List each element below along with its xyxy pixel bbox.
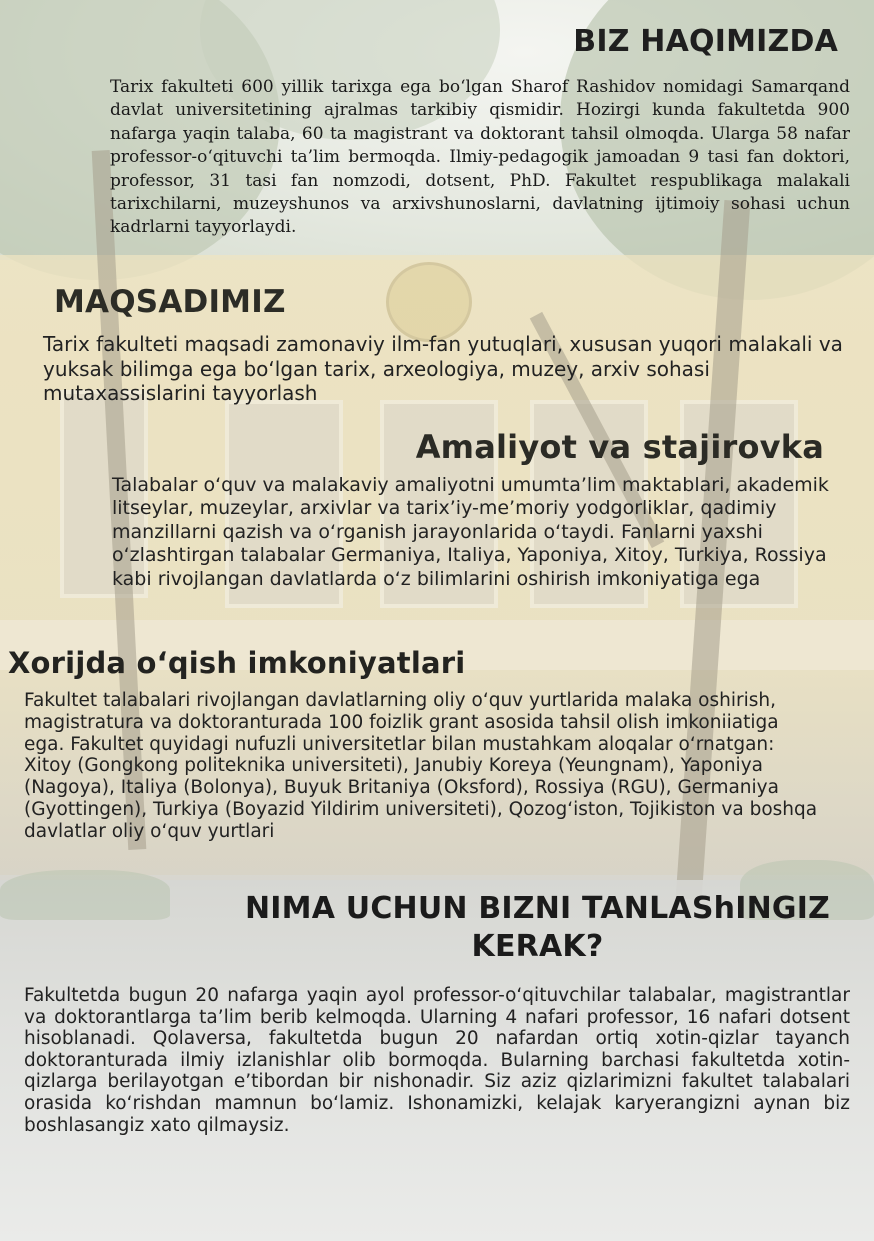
xorijda-heading: Xorijda o‘qish imkoniyatlari: [8, 646, 466, 680]
emblem-icon: [386, 262, 472, 342]
nima-uchun-heading: NIMA UCHUN BIZNI TANLAShINGIZ KERAK?: [244, 891, 831, 964]
biz-haqimizda-text: Tarix fakulteti 600 yillik tarixga ega bo‘lgan Sharof Rashidov nomidagi Samarqand davlat universitetining ajralmas tarkibiy qismidir. Hozirgi kunda fakultetda 900 nafarga yaqin talaba, 60 ta magistrant va doktorant tahsil olmoqda. Ularga 58 nafar professor-o‘qituvchi ta’lim bermoqda. Ilmiy-pedagogik jamoadan 9 tasi fan doktori, professor, 31 tasi fan nomzodi, dotsent, PhD. Fakultet respublikaga malakali tarixchilarni, muzeyshunos va arxivshunoslarni, davlatning ijtimoiy sohasi uchun kadrlarni tayyorlaydi.: [110, 77, 850, 238]
amaliyot-text: Talabalar o‘quv va malakaviy amaliyotni umumta’lim maktablari, akademik litseylar, muzeylar, arxivlar va tarix’iy-me’moriy yodgorliklar, qadimiy manzillarni qazish va o‘rganish jarayonlarida o‘taydi. Fanlarni yaxshi o‘zlashtirgan talabalar Germaniya, Italiya, Yaponiya, Xitoy, Turkiya, Rossiya kabi rivojlangan davlatlarda o‘z bilimlarini oshirish imkoniyatiga ega: [112, 474, 829, 590]
maqsadimiz-text: Tarix fakulteti maqsadi zamonaviy ilm-fan yutuqlari, xususan yuqori malakali va yuksak bilimga ega bo‘lgan tarix, arxeologiya, muzey, arxiv sohasi mutaxassislarini tayyorlash: [43, 332, 843, 405]
maqsadimiz-heading: MAQSADIMIZ: [54, 284, 286, 320]
xorijda-text: Fakultet talabalari rivojlangan davlatlarning oliy o‘quv yurtlarida malaka oshirish, magistratura va doktoranturada 100 foizlik grant asosida tahsil olish imkoniiatiga ega. Fakultet quyidagi nufuzli universitetlar bilan mustahkam aloqalar o‘rnatgan: Xitoy (Gongkong politeknika universiteti), Janubiy Koreya (Yeungnam), Yaponiya (Nagoya), Italiya (Bolonya), Buyuk Britaniya (Oksford), Rossiya (RGU), Germaniya (Gyottingen), Turkiya (Boyazid Yildirim universiteti), Qozog‘iston, Tojikiston va boshqa davlatlar oliy o‘quv yurtlari: [24, 690, 818, 842]
amaliyot-heading: Amaliyot va stajirovka: [415, 428, 824, 466]
biz-haqimizda-heading: BIZ HAQIMIZDA: [573, 24, 838, 59]
nima-uchun-text: Fakultetda bugun 20 nafarga yaqin ayol professor-o‘qituvchilar talabalar, magistrantlar va doktorantlarga ta’lim berib kelmoqda. Ularning 4 nafari professor, 16 nafari dotsent hisoblanadi. Qolaversa, fakultetda bugun 20 nafardan ortiq xotin-qizlar tayanch doktoranturada ilmiy izlanishlar olib bormoqda. Bularning barchasi fakultetda xotin-qizlarga berilayotgan e’tibordan bir nishonadir. Siz aziz qizlarimizni fakultet talabalari orasida ko‘rishdan mamnun bo‘lamiz. Ishonamizki, kelajak karyerangizni aynan biz boshlasangiz xato qilmaysiz.: [24, 985, 850, 1136]
shrub: [0, 870, 170, 920]
